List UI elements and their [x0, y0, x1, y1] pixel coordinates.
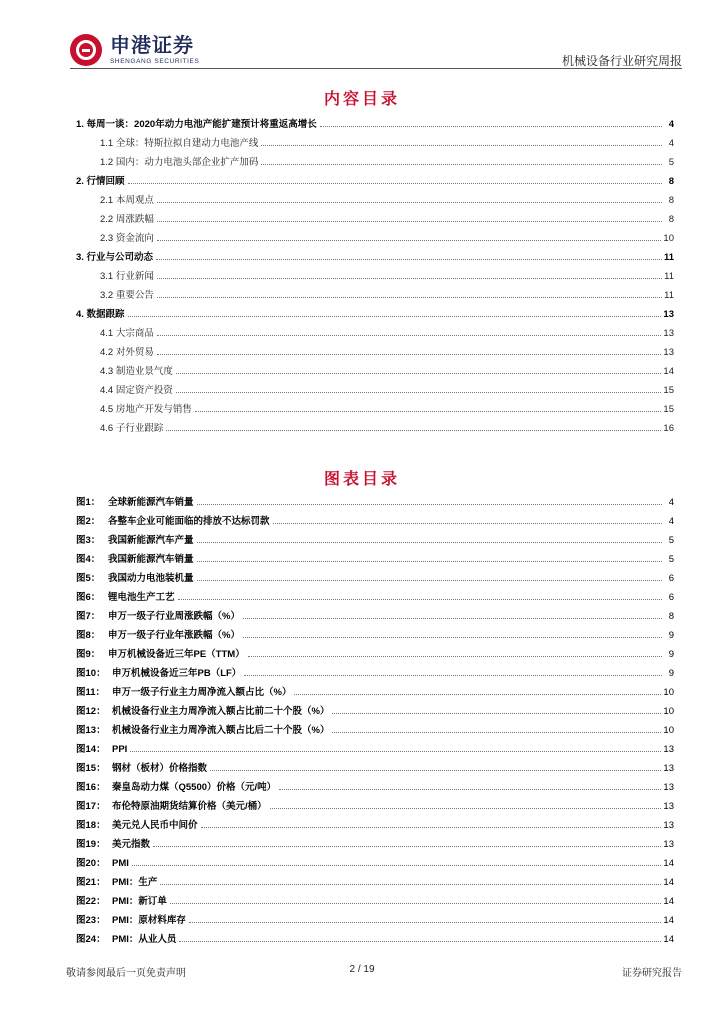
- figure-entry-page: 9: [668, 630, 674, 641]
- toc-entry[interactable]: [76, 301, 674, 320]
- figure-entry-number: 图13：: [76, 725, 106, 736]
- figure-entry-label: PPI: [112, 744, 128, 755]
- figure-entry-number: 图20：: [76, 858, 106, 869]
- toc-leader-dots: [279, 789, 661, 790]
- figure-entry[interactable]: [76, 812, 674, 831]
- toc-entry-page: 5: [668, 157, 674, 168]
- report-title: 机械设备行业研究周报: [561, 54, 682, 68]
- figure-entry-label: 申万一级子行业周涨跌幅（%）: [108, 611, 240, 622]
- figure-entry-page: 10: [663, 725, 674, 736]
- figure-entry-page: 14: [663, 896, 674, 907]
- figure-entry-number: 图9：: [76, 649, 101, 660]
- toc-entry-page: 11: [664, 290, 674, 301]
- toc-leader-dots: [195, 411, 662, 412]
- figure-entry-label: 申万一级子行业主力周净流入额占比（%）: [112, 687, 292, 698]
- page-footer: [0, 962, 724, 982]
- figure-entry[interactable]: [76, 698, 674, 717]
- toc-leader-dots: [157, 354, 662, 355]
- figure-entry[interactable]: [76, 736, 674, 755]
- figure-entry-number: 图1：: [76, 497, 101, 508]
- toc-entry-page: 10: [663, 233, 674, 244]
- logo-mark-icon: [70, 34, 102, 66]
- toc-leader-dots: [273, 523, 662, 524]
- toc-leader-dots: [189, 922, 662, 923]
- toc-leader-dots: [157, 278, 662, 279]
- toc-entry-label: 4.5 房地产开发与销售: [100, 404, 192, 415]
- figure-entry[interactable]: [76, 508, 674, 527]
- figure-entry-number: 图14：: [76, 744, 106, 755]
- toc-entry-label: 1.1 全球：特斯拉拟自建动力电池产线: [100, 138, 259, 149]
- figure-entry-label: 各整车企业可能面临的排放不达标罚款: [108, 516, 270, 527]
- toc-entry-page: 14: [663, 366, 674, 377]
- figure-entry-page: 10: [663, 687, 674, 698]
- footer-doc-type: 证券研究报告: [622, 968, 682, 979]
- figure-entry[interactable]: [76, 660, 674, 679]
- toc-leader-dots: [243, 618, 662, 619]
- figure-entry-number: 图15：: [76, 763, 106, 774]
- content-toc-title: 内容目录: [323, 91, 400, 108]
- page-header: [0, 0, 724, 72]
- toc-leader-dots: [197, 504, 662, 505]
- figure-entry-page: 13: [663, 820, 674, 831]
- figure-entry-label: PMI：从业人员: [112, 934, 177, 945]
- figure-entry-number: 图24：: [76, 934, 106, 945]
- toc-leader-dots: [201, 827, 662, 828]
- toc-leader-dots: [157, 335, 662, 336]
- toc-leader-dots: [132, 865, 662, 866]
- toc-entry-label: 4.2 对外贸易: [100, 347, 154, 358]
- figure-entry-label: PMI：新订单: [112, 896, 167, 907]
- figure-entry-number: 图23：: [76, 915, 106, 926]
- figure-entry[interactable]: [76, 565, 674, 584]
- toc-entry[interactable]: [76, 187, 674, 206]
- figure-entry-page: 9: [668, 649, 674, 660]
- toc-entry[interactable]: [76, 244, 674, 263]
- toc-entry[interactable]: [76, 377, 674, 396]
- toc-leader-dots: [179, 941, 661, 942]
- figure-entry-number: 图16：: [76, 782, 106, 793]
- figure-entry-label: 申万一级子行业年涨跌幅（%）: [108, 630, 240, 641]
- toc-leader-dots: [178, 599, 662, 600]
- figure-entry[interactable]: [76, 603, 674, 622]
- figure-entry-page: 5: [668, 554, 674, 565]
- figure-entry-number: 图18：: [76, 820, 106, 831]
- toc-leader-dots: [128, 316, 662, 317]
- toc-entry-page: 13: [663, 347, 674, 358]
- figure-entry-number: 图10：: [76, 668, 106, 679]
- toc-leader-dots: [153, 846, 661, 847]
- toc-entry-label: 4.3 制造业景气度: [100, 366, 173, 377]
- toc-leader-dots: [176, 392, 662, 393]
- company-logo: [70, 34, 199, 66]
- toc-leader-dots: [130, 751, 661, 752]
- content-toc-list: [76, 111, 674, 434]
- figure-entry-label: 机械设备行业主力周净流入额占比后二十个股（%）: [112, 725, 330, 736]
- figure-entry-page: 6: [668, 573, 674, 584]
- toc-entry-label: 2.2 周涨跌幅: [100, 214, 154, 225]
- figure-entry-page: 5: [668, 535, 674, 546]
- toc-leader-dots: [197, 580, 662, 581]
- figure-entry-label: PMI：原材料库存: [112, 915, 186, 926]
- figure-entry-number: 图21：: [76, 877, 106, 888]
- figure-entry-page: 14: [663, 877, 674, 888]
- toc-entry-label: 3.1 行业新闻: [100, 271, 154, 282]
- figure-entry-page: 14: [663, 858, 674, 869]
- toc-entry-page: 8: [668, 195, 674, 206]
- toc-entry[interactable]: [76, 149, 674, 168]
- toc-leader-dots: [157, 221, 662, 222]
- toc-leader-dots: [270, 808, 662, 809]
- figure-entry-number: 图17：: [76, 801, 106, 812]
- toc-entry-page: 15: [663, 385, 674, 396]
- toc-entry-label: 1.2 国内：动力电池头部企业扩产加码: [100, 157, 259, 168]
- toc-leader-dots: [156, 259, 662, 260]
- figure-entry-label: 美元指数: [112, 839, 151, 850]
- footer-disclaimer: 敬请参阅最后一页免责声明: [66, 968, 186, 979]
- figure-entry-number: 图2：: [76, 516, 101, 527]
- figure-entry-number: 图5：: [76, 573, 101, 584]
- figure-entry-number: 图4：: [76, 554, 101, 565]
- toc-entry-label: 2.1 本周观点: [100, 195, 154, 206]
- company-name-en: SHENGANG SECURITIES: [110, 57, 200, 65]
- figure-entry[interactable]: [76, 774, 674, 793]
- toc-entry-label: 4. 数据跟踪: [76, 309, 125, 320]
- figure-toc-list: [76, 489, 674, 945]
- toc-entry[interactable]: [76, 225, 674, 244]
- figure-entry-label: PMI: [112, 858, 129, 869]
- figure-entry[interactable]: [76, 622, 674, 641]
- figure-entry-label: 美元兑人民币中间价: [112, 820, 198, 831]
- figure-entry[interactable]: [76, 869, 674, 888]
- toc-entry[interactable]: [76, 130, 674, 149]
- figure-entry[interactable]: [76, 717, 674, 736]
- toc-entry[interactable]: [76, 111, 674, 130]
- toc-entry-label: 1. 每周一谈：2020年动力电池产能扩建预计将重返高增长: [76, 119, 317, 130]
- toc-leader-dots: [261, 164, 662, 165]
- toc-leader-dots: [160, 884, 661, 885]
- toc-entry-label: 4.4 固定资产投资: [100, 385, 173, 396]
- figure-entry-page: 4: [668, 497, 674, 508]
- figure-entry-number: 图12：: [76, 706, 106, 717]
- toc-entry-label: 2. 行情回顾: [76, 176, 125, 187]
- toc-leader-dots: [157, 297, 662, 298]
- toc-entry-page: 11: [663, 252, 674, 263]
- figure-entry-number: 图22：: [76, 896, 106, 907]
- toc-entry[interactable]: [76, 320, 674, 339]
- figure-entry-page: 13: [663, 744, 674, 755]
- toc-entry[interactable]: [76, 168, 674, 187]
- toc-entry[interactable]: [76, 339, 674, 358]
- figure-entry-number: 图19：: [76, 839, 106, 850]
- figure-entry-page: 8: [668, 611, 674, 622]
- toc-leader-dots: [128, 183, 662, 184]
- figure-entry-label: 机械设备行业主力周净流入额占比前二十个股（%）: [112, 706, 330, 717]
- toc-leader-dots: [332, 713, 661, 714]
- figure-entry-label: 锂电池生产工艺: [108, 592, 175, 603]
- toc-leader-dots: [157, 240, 662, 241]
- toc-leader-dots: [332, 732, 661, 733]
- figure-entry-page: 10: [663, 706, 674, 717]
- toc-entry-page: 4: [668, 138, 674, 149]
- toc-entry-page: 4: [668, 119, 674, 130]
- figure-entry[interactable]: [76, 546, 674, 565]
- toc-leader-dots: [176, 373, 662, 374]
- figure-entry-label: 我国动力电池装机量: [108, 573, 194, 584]
- figure-entry[interactable]: [76, 755, 674, 774]
- toc-leader-dots: [244, 675, 662, 676]
- figure-entry-number: 图11：: [76, 687, 106, 698]
- toc-leader-dots: [197, 542, 662, 543]
- figure-toc-title: 图表目录: [323, 471, 400, 488]
- toc-entry[interactable]: [76, 263, 674, 282]
- toc-leader-dots: [157, 202, 662, 203]
- toc-leader-dots: [197, 561, 662, 562]
- toc-leader-dots: [170, 903, 662, 904]
- figure-entry-number: 图8：: [76, 630, 101, 641]
- figure-entry[interactable]: [76, 527, 674, 546]
- figure-entry[interactable]: [76, 850, 674, 869]
- company-name-cn: 申港证券: [110, 34, 194, 57]
- figure-entry-page: 13: [663, 782, 674, 793]
- figure-entry[interactable]: [76, 584, 674, 603]
- figure-entry[interactable]: [76, 793, 674, 812]
- figure-entry-label: 申万机械设备近三年PB（LF）: [112, 668, 242, 679]
- toc-entry[interactable]: [76, 358, 674, 377]
- toc-entry-page: 15: [663, 404, 674, 415]
- toc-entry-page: 13: [663, 309, 674, 320]
- toc-leader-dots: [248, 656, 662, 657]
- toc-leader-dots: [243, 637, 662, 638]
- toc-entry-page: 16: [663, 423, 674, 434]
- figure-entry-page: 4: [668, 516, 674, 527]
- figure-entry-page: 6: [668, 592, 674, 603]
- toc-entry[interactable]: [76, 282, 674, 301]
- toc-entry-label: 4.6 子行业跟踪: [100, 423, 164, 434]
- figure-entry-page: 13: [663, 801, 674, 812]
- toc-entry-label: 4.1 大宗商品: [100, 328, 154, 339]
- toc-entry-page: 13: [663, 328, 674, 339]
- toc-entry-page: 11: [664, 271, 674, 282]
- toc-entry-page: 8: [668, 176, 674, 187]
- figure-entry-number: 图3：: [76, 535, 101, 546]
- figure-entry-label: 钢材（板材）价格指数: [112, 763, 208, 774]
- toc-entry-label: 3. 行业与公司动态: [76, 252, 154, 263]
- figure-entry[interactable]: [76, 907, 674, 926]
- toc-entry-page: 8: [668, 214, 674, 225]
- figure-entry[interactable]: [76, 888, 674, 907]
- toc-leader-dots: [294, 694, 661, 695]
- figure-entry[interactable]: [76, 641, 674, 660]
- figure-entry-page: 13: [663, 839, 674, 850]
- figure-entry-label: 申万机械设备近三年PE（TTM）: [108, 649, 245, 660]
- figure-entry-label: 布伦特原油期货结算价格（美元/桶）: [112, 801, 267, 812]
- figure-entry-page: 9: [668, 668, 674, 679]
- toc-leader-dots: [166, 430, 661, 431]
- figure-entry-label: 秦皇岛动力煤（Q5500）价格（元/吨）: [112, 782, 277, 793]
- page-number: 2 / 19: [349, 964, 375, 975]
- figure-entry[interactable]: [76, 831, 674, 850]
- figure-entry-label: 我国新能源汽车产量: [108, 535, 194, 546]
- figure-entry-page: 14: [663, 915, 674, 926]
- toc-entry-label: 3.2 重要公告: [100, 290, 154, 301]
- toc-leader-dots: [210, 770, 661, 771]
- figure-entry-label: 全球新能源汽车销量: [108, 497, 194, 508]
- figure-entry[interactable]: [76, 926, 674, 945]
- figure-entry-page: 13: [663, 763, 674, 774]
- toc-entry[interactable]: [76, 415, 674, 434]
- toc-entry[interactable]: [76, 206, 674, 225]
- figure-entry-label: 我国新能源汽车销量: [108, 554, 194, 565]
- toc-leader-dots: [320, 126, 662, 127]
- figure-entry[interactable]: [76, 489, 674, 508]
- figure-entry-page: 14: [663, 934, 674, 945]
- figure-entry-number: 图6：: [76, 592, 101, 603]
- figure-entry-number: 图7：: [76, 611, 101, 622]
- toc-entry-label: 2.3 资金流向: [100, 233, 154, 244]
- toc-entry[interactable]: [76, 396, 674, 415]
- figure-entry-label: PMI：生产: [112, 877, 158, 888]
- header-divider: [70, 68, 682, 69]
- toc-leader-dots: [261, 145, 662, 146]
- figure-entry[interactable]: [76, 679, 674, 698]
